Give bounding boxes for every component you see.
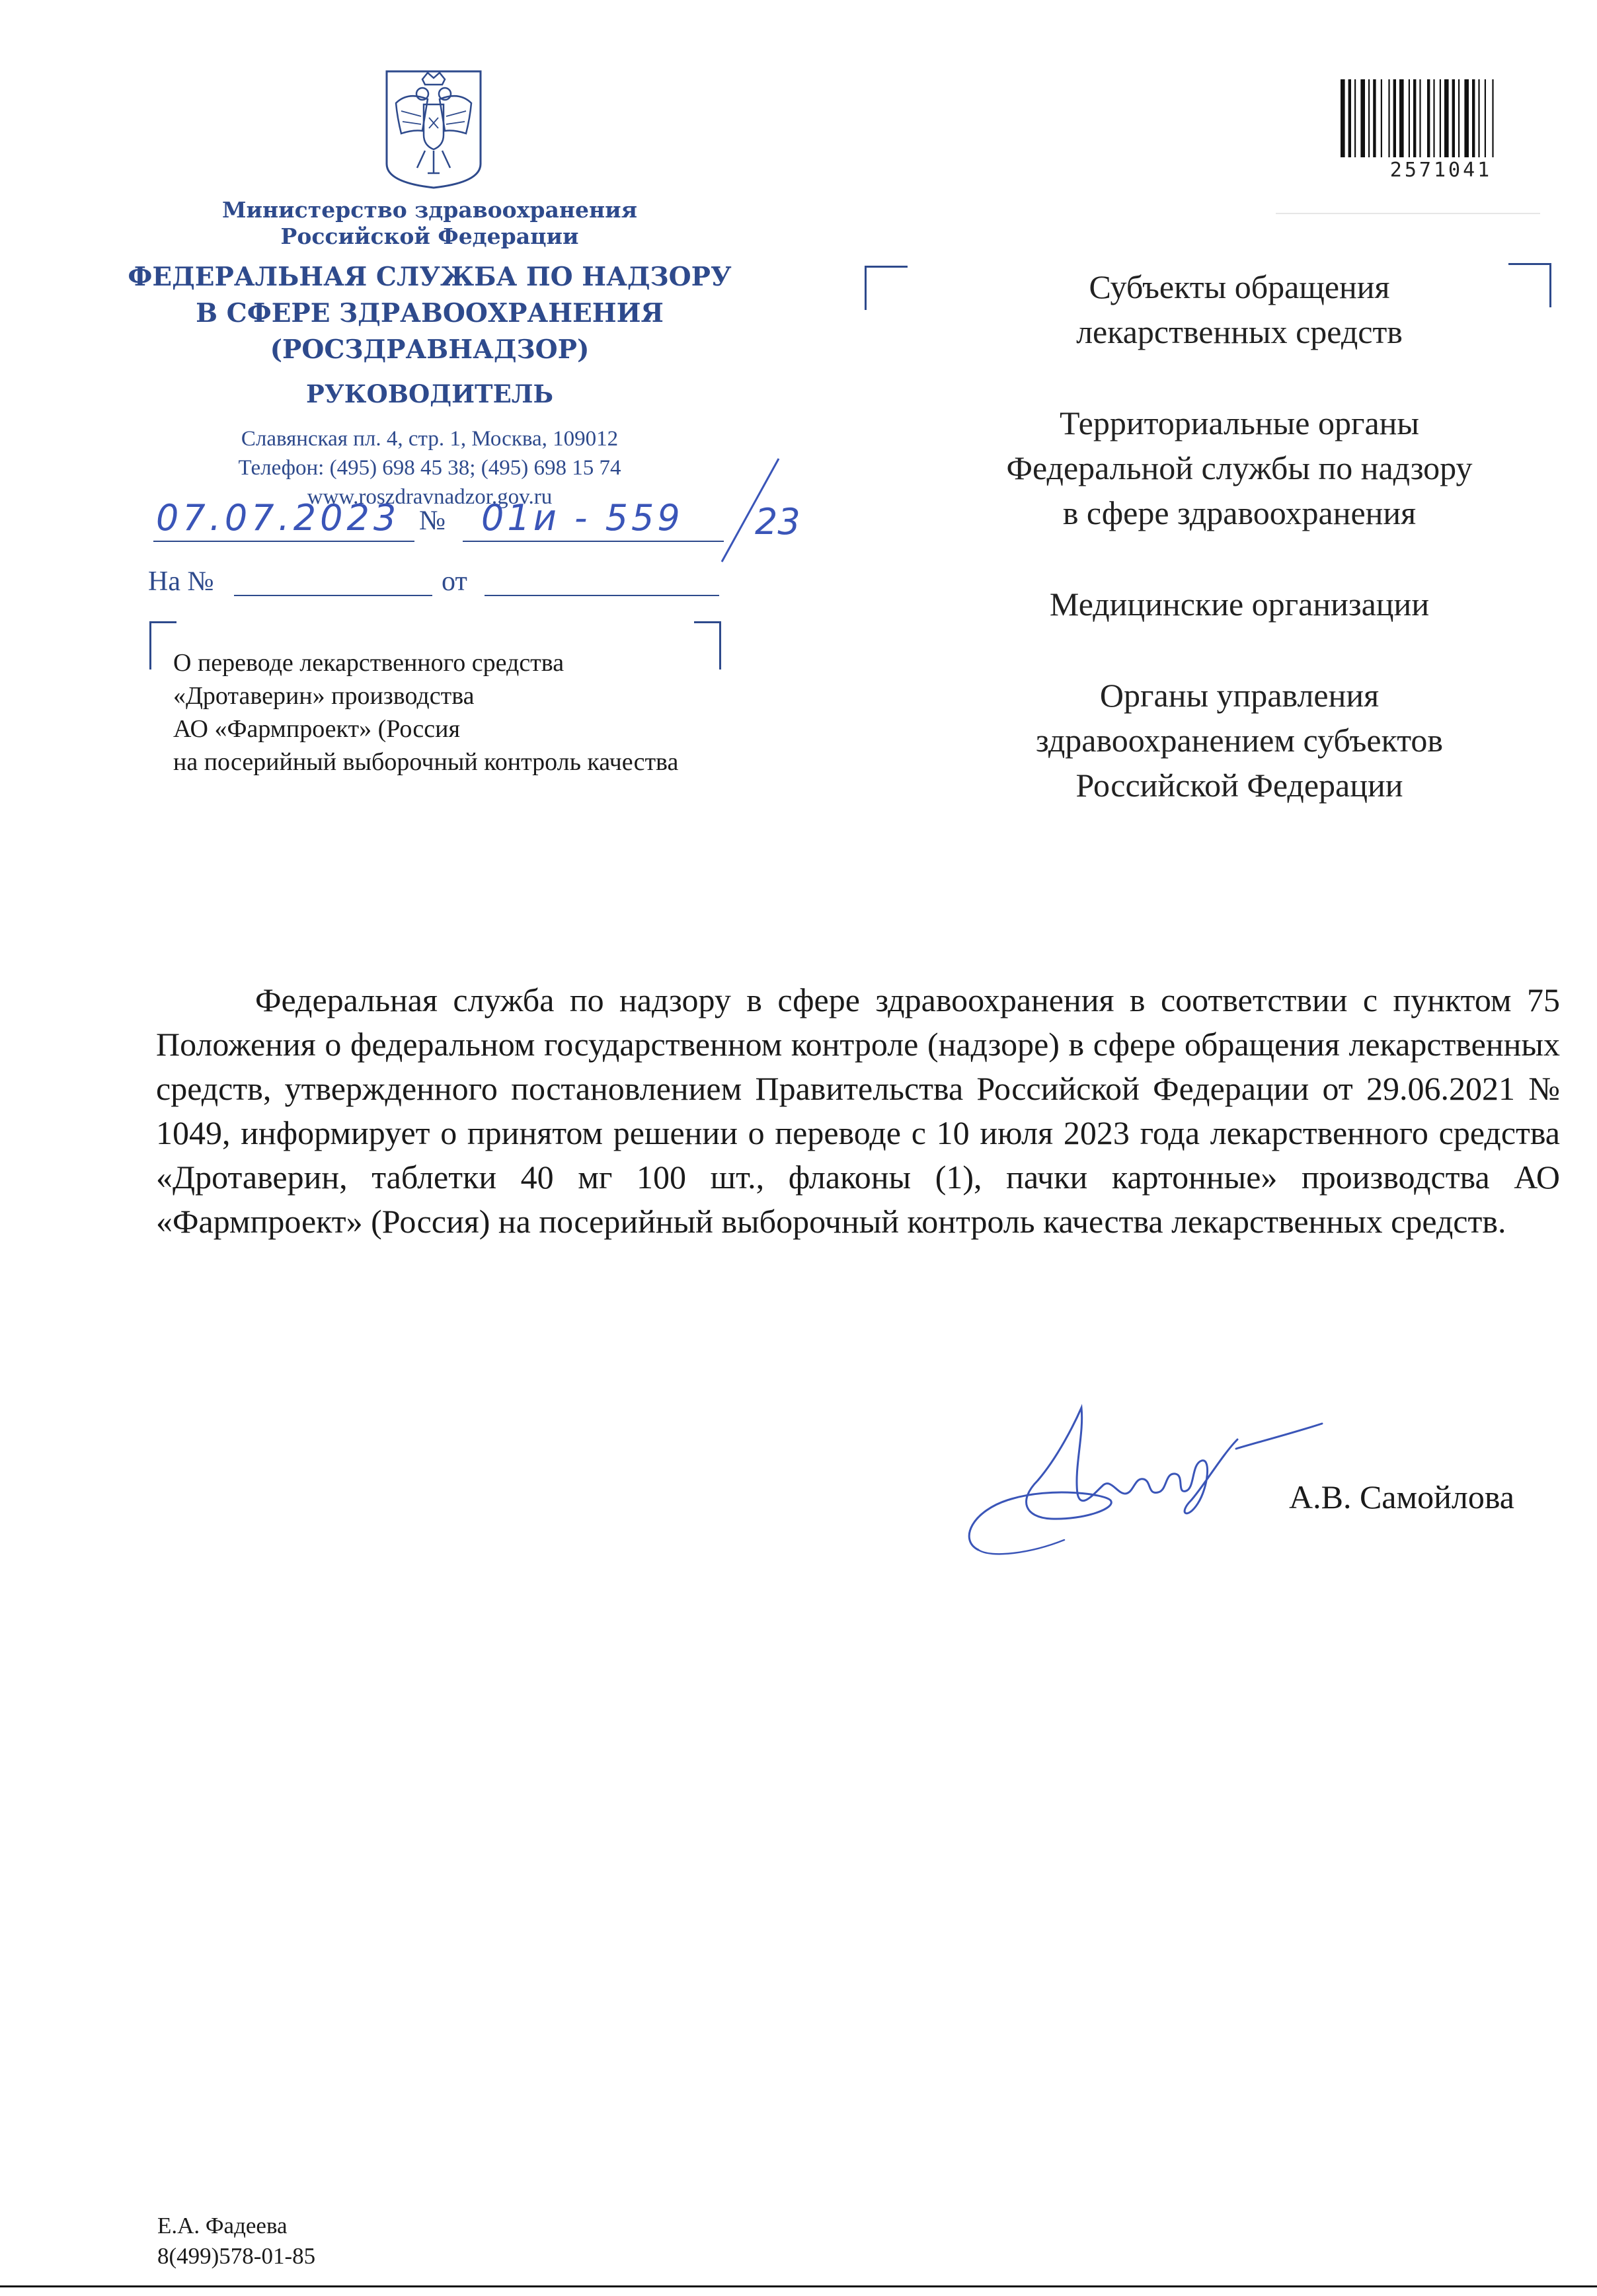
barcode-bar xyxy=(1464,79,1469,157)
subject-line-2: «Дротаверин» производства xyxy=(173,682,475,710)
barcode-rule xyxy=(1276,213,1540,214)
letter-body: Федеральная служба по надзору в сфере здравоохранения в соответствии с пунктом 75 Положения о федеральном государственном контроле (надзоре) в сфере обращения лекарственных средств, утвержденного постановлением Правительства Российской Федерации от 29.06.2021 № 1049, информирует о принятом решении о переводе с 10 июля 2023 года лекарственного средства «Дротаверин, таблетки 40 мг 100 шт., флаконы (1), пачки картонные» производства АО «Фармпроект» (Россия) на посерийный выборочный контроль качества лекарственных средств. xyxy=(156,981,1560,1240)
service-line-2: В СФЕРЕ ЗДРАВООХРАНЕНИЯ xyxy=(196,298,664,328)
barcode-number: 2571041 xyxy=(1389,159,1493,182)
addressee-line: лекарственных средств xyxy=(1076,313,1403,350)
registration-number: 01и - 559 xyxy=(481,497,683,539)
addressee-line: Федеральной службы по надзору xyxy=(1006,449,1473,486)
head-title: РУКОВОДИТЕЛЬ xyxy=(305,379,554,408)
bottom-border-line xyxy=(0,2285,1597,2287)
service-line-1: ФЕДЕРАЛЬНАЯ СЛУЖБА ПО НАДЗОРУ xyxy=(128,262,732,292)
subject-line-1: О переводе лекарственного средства xyxy=(173,649,565,677)
address: Славянская пл. 4, стр. 1, Москва, 109012 xyxy=(241,427,619,451)
addressee-line: Субъекты обращения xyxy=(1089,268,1390,305)
subject-bracket-left xyxy=(149,621,176,670)
addressee-line: здравоохранением субъектов xyxy=(1035,722,1444,759)
barcode-bar xyxy=(1388,79,1389,157)
addressee-line: Российской Федерации xyxy=(1075,767,1403,804)
executor-block xyxy=(157,2211,315,2272)
website: www.roszdravnadzor.gov.ru xyxy=(307,485,553,509)
addressee-bracket-left xyxy=(865,266,908,310)
number-underline xyxy=(463,541,724,542)
barcode-bar xyxy=(1478,79,1479,157)
addressee-list xyxy=(925,264,1553,854)
barcode-bar xyxy=(1444,79,1449,157)
executor-name: Е.А. Фадеева xyxy=(157,2213,288,2239)
barcode-bar xyxy=(1458,79,1460,157)
barcode-bar xyxy=(1393,79,1396,157)
ministry-line-2: Российской Федерации xyxy=(280,223,579,249)
ref-date-line xyxy=(485,595,719,596)
barcode-bar xyxy=(1433,79,1434,157)
service-name xyxy=(126,259,734,368)
barcode xyxy=(1338,79,1536,159)
addressee-item xyxy=(925,264,1553,354)
coat-of-arms-emblem xyxy=(381,65,486,190)
slash-mark xyxy=(707,456,787,568)
executor-phone: 8(499)578-01-85 xyxy=(157,2243,316,2269)
subject-line-3: АО «Фармпроект» (Россия xyxy=(173,715,460,743)
barcode-bar xyxy=(1472,79,1475,157)
ref-number-label: На № xyxy=(148,566,214,597)
barcode-bar xyxy=(1360,79,1365,157)
barcode-bar xyxy=(1409,79,1410,157)
barcode-bar xyxy=(1492,79,1493,157)
barcode-bar xyxy=(1485,79,1486,157)
addressee-line: Медицинские организации xyxy=(1049,586,1430,623)
addressee-line: Территориальные органы xyxy=(1059,404,1420,441)
signer-name: А.В. Самойлова xyxy=(1289,1478,1514,1515)
barcode-bar xyxy=(1452,79,1455,157)
barcode-bar xyxy=(1427,79,1430,157)
service-line-3: (РОСЗДРАВНАДЗОР) xyxy=(270,334,590,365)
barcode-bar xyxy=(1368,79,1370,157)
barcode-bar xyxy=(1381,79,1382,157)
barcode-bar xyxy=(1373,79,1376,157)
subject-block xyxy=(173,646,834,779)
addressee-item xyxy=(925,673,1553,808)
barcode-bar xyxy=(1348,79,1351,157)
subject-line-4: на посерийный выборочный контроль качества xyxy=(173,748,679,776)
addressee-line: в сфере здравоохранения xyxy=(1062,494,1417,531)
registration-year: 23 xyxy=(755,501,800,543)
phone: Телефон: (495) 698 45 38; (495) 698 15 74 xyxy=(238,456,621,480)
addressee-item xyxy=(925,401,1553,535)
registration-date: 07.07.2023 xyxy=(156,497,401,539)
ministry-line-1: Министерство здравоохранения xyxy=(222,197,637,223)
addressee-line: Органы управления xyxy=(1099,677,1380,714)
barcode-bar xyxy=(1419,79,1421,157)
barcode-bar xyxy=(1354,79,1356,157)
addressee-item xyxy=(925,582,1553,627)
number-sign: № xyxy=(419,506,446,536)
ref-from-label: от xyxy=(442,566,467,597)
barcode-bar xyxy=(1341,79,1345,157)
date-underline xyxy=(153,541,414,542)
barcode-bar xyxy=(1413,79,1416,157)
barcode-bar xyxy=(1399,79,1404,157)
ministry-name xyxy=(198,197,661,250)
ref-number-line xyxy=(234,595,432,596)
barcode-bar xyxy=(1440,79,1441,157)
